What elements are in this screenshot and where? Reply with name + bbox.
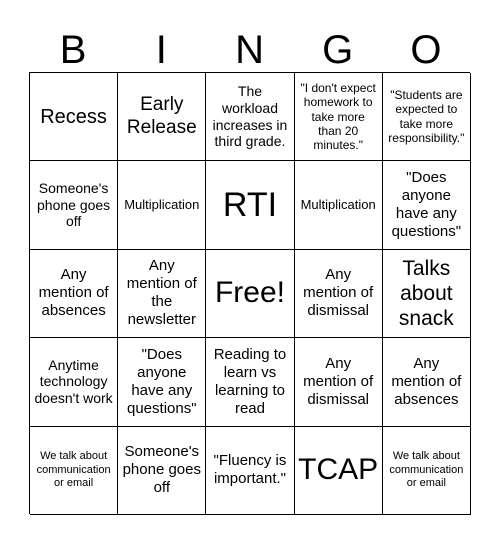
- bingo-cell-r3c2[interactable]: [118, 250, 206, 338]
- bingo-cell-r1c2[interactable]: [118, 73, 206, 161]
- bingo-cell-r5c3[interactable]: [206, 427, 294, 515]
- bingo-header: [29, 28, 470, 72]
- cell-text: "Students are expected to take more responsibility.": [388, 87, 465, 146]
- bingo-cell-r1c3[interactable]: [206, 73, 294, 161]
- bingo-cell-r4c5[interactable]: [383, 338, 471, 426]
- cell-text: We talk about communication or email: [389, 450, 464, 489]
- bingo-cell-r1c5[interactable]: [383, 73, 471, 161]
- cell-text: Recess: [40, 105, 107, 128]
- cell-text: Any mention of dismissal: [303, 354, 374, 408]
- bingo-cell-r3c1[interactable]: [30, 250, 118, 338]
- bingo-cell-r2c1[interactable]: [30, 161, 118, 249]
- bingo-cell-r5c5[interactable]: [383, 427, 471, 515]
- bingo-cell-r2c5[interactable]: [383, 161, 471, 249]
- cell-text: Any mention of absences: [391, 354, 462, 408]
- cell-text: Multiplication: [124, 197, 200, 213]
- bingo-cell-r2c4[interactable]: [295, 161, 383, 249]
- bingo-cell-r4c1[interactable]: [30, 338, 118, 426]
- cell-text: The workload increases in third grade.: [212, 83, 288, 150]
- cell-text: TCAP: [298, 453, 379, 487]
- bingo-cell-r4c4[interactable]: [295, 338, 383, 426]
- cell-text: Multiplication: [300, 197, 376, 213]
- bingo-cell-r5c2[interactable]: [118, 427, 206, 515]
- cell-text: Any mention of absences: [38, 266, 109, 320]
- bingo-cell-r5c4[interactable]: [295, 427, 383, 515]
- bingo-card-grid: [29, 72, 470, 514]
- header-letter-g: G: [322, 28, 354, 72]
- cell-text: Reading to learn vs learning to read: [213, 345, 287, 417]
- header-letter-n: N: [235, 28, 264, 72]
- cell-text: "I don't expect homework to take more than 20 minutes.": [300, 80, 376, 153]
- bingo-cell-r5c1[interactable]: [30, 427, 118, 515]
- cell-text: "Fluency is important.": [213, 452, 287, 488]
- cell-text: We talk about communication or email: [36, 450, 111, 489]
- header-letter-i: I: [155, 28, 167, 72]
- bingo-cell-r3c5[interactable]: [383, 250, 471, 338]
- cell-text: Any mention of dismissal: [303, 266, 374, 320]
- bingo-cell-r4c3[interactable]: [206, 338, 294, 426]
- free-space[interactable]: [206, 250, 294, 338]
- cell-text: RTI: [222, 185, 278, 224]
- cell-text: Early Release: [126, 93, 197, 138]
- cell-text: Any mention of the newsletter: [126, 257, 197, 329]
- cell-text: Anytime technology doesn't work: [34, 356, 113, 407]
- bingo-cell-r1c4[interactable]: [295, 73, 383, 161]
- bingo-cell-r1c1[interactable]: [30, 73, 118, 161]
- cell-text: "Does anyone have any questions": [391, 169, 462, 241]
- header-letter-b: B: [59, 28, 87, 72]
- cell-text: Talks about snack: [398, 256, 454, 331]
- bingo-cell-r4c2[interactable]: [118, 338, 206, 426]
- cell-text: Someone's phone goes off: [37, 179, 111, 230]
- bingo-cell-r3c4[interactable]: [295, 250, 383, 338]
- bingo-cell-r2c2[interactable]: [118, 161, 206, 249]
- cell-text: Someone's phone goes off: [122, 443, 201, 497]
- cell-text: "Does anyone have any questions": [127, 345, 197, 417]
- header-letter-o: O: [410, 28, 442, 72]
- cell-text: Free!: [214, 276, 285, 310]
- bingo-cell-r2c3[interactable]: [206, 161, 294, 249]
